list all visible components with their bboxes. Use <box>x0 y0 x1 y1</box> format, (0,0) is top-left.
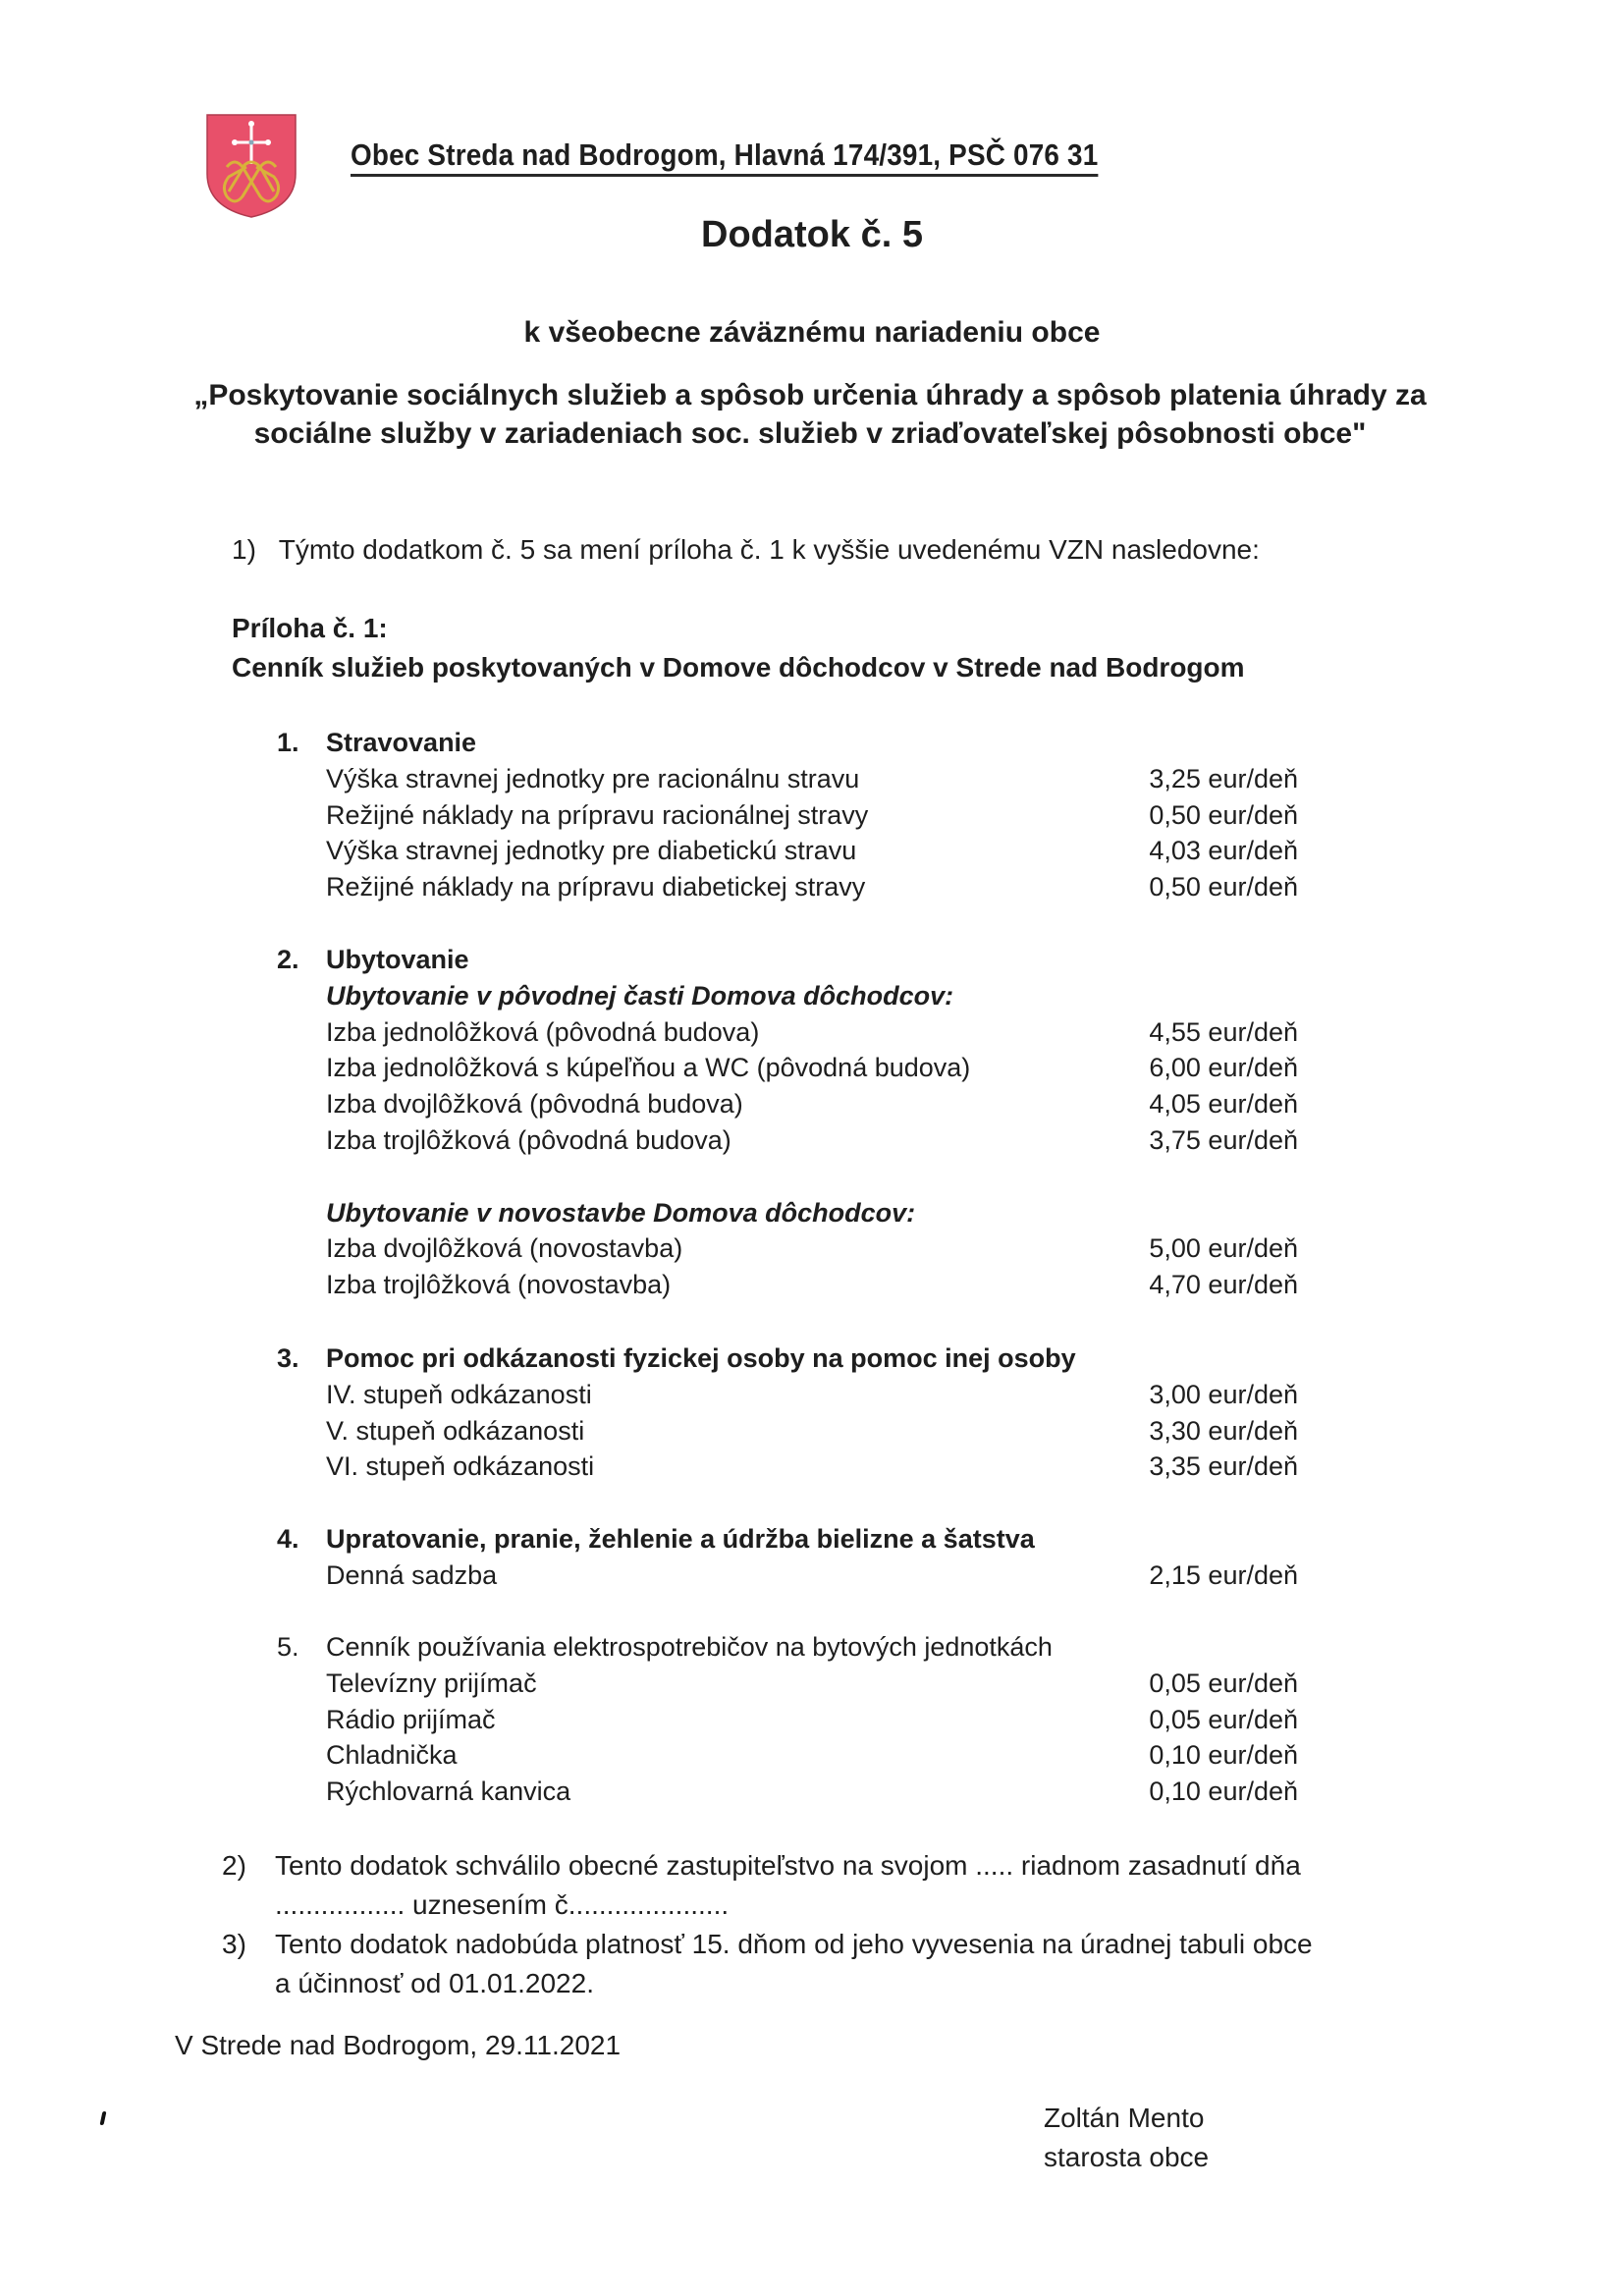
item-label: Režijné náklady na prípravu diabetickej stravy <box>326 872 866 902</box>
point-2 <box>222 1846 1430 1925</box>
point-2-line-1: Tento dodatok schválilo obecné zastupiteľstvo na svojom ..... riadnom zasadnutí dňa <box>275 1850 1301 1881</box>
signature-block <box>1044 2099 1209 2177</box>
item-price: 0,10 eur/deň <box>1149 1740 1298 1771</box>
item-price: 0,50 eur/deň <box>1149 799 1298 830</box>
scan-mark <box>100 2111 107 2125</box>
price-row <box>277 1267 1298 1303</box>
coat-of-arms-icon <box>205 113 298 219</box>
section-number: 5. <box>277 1632 299 1662</box>
point-3 <box>222 1925 1430 2003</box>
point-2-number: 2) <box>222 1850 246 1881</box>
price-row <box>277 1666 1298 1702</box>
item-price: 4,55 eur/deň <box>1149 1016 1298 1047</box>
price-row <box>277 1774 1298 1810</box>
price-row <box>277 1050 1298 1086</box>
item-label: Izba jednolôžková s kúpeľňou a WC (pôvodná budova) <box>326 1053 971 1083</box>
item-label: Televízny prijímač <box>326 1667 537 1698</box>
section-number: 3. <box>277 1343 299 1373</box>
price-row <box>277 1230 1298 1267</box>
section-heading <box>277 942 1298 978</box>
price-row <box>277 797 1298 834</box>
item-price: 3,35 eur/deň <box>1149 1451 1298 1482</box>
item-price: 0,10 eur/deň <box>1149 1777 1298 1807</box>
item-price: 3,75 eur/deň <box>1149 1124 1298 1155</box>
signatory-name: Zoltán Mento <box>1044 2103 1205 2133</box>
section-title: Cenník používania elektrospotrebičov na bytových jednotkách <box>326 1632 1053 1662</box>
section-number: 2. <box>277 945 299 974</box>
item-label: VI. stupeň odkázanosti <box>326 1451 595 1482</box>
section-heading <box>277 1629 1298 1666</box>
subgroup-title <box>277 978 1298 1014</box>
item-price: 0,50 eur/deň <box>1149 872 1298 902</box>
annex-title: Cenník služieb poskytovaných v Domove dôchodcov v Strede nad Bodrogom <box>232 652 1245 683</box>
price-row <box>277 1558 1298 1594</box>
annex-label: Príloha č. 1: <box>232 613 388 643</box>
closing-points <box>222 1846 1430 2003</box>
item-price: 4,03 eur/deň <box>1149 836 1298 866</box>
section-title: Stravovanie <box>326 728 477 757</box>
price-row <box>277 1737 1298 1774</box>
item-label: Izba trojlôžková (novostavba) <box>326 1270 672 1300</box>
price-row <box>277 1377 1298 1413</box>
item-label: Denná sadzba <box>326 1559 498 1590</box>
pricelist-section-4 <box>277 1521 1298 1594</box>
point-1-text: Týmto dodatkom č. 5 sa mení príloha č. 1 k vyššie uvedenému VZN nasledovne: <box>278 534 1260 565</box>
point-3-line-2: a účinnosť od 01.01.2022. <box>275 1968 594 1998</box>
item-price: 4,70 eur/deň <box>1149 1270 1298 1300</box>
subgroup-title <box>277 1195 1298 1231</box>
pricelist-section-3 <box>277 1340 1298 1485</box>
section-title: Pomoc pri odkázanosti fyzickej osoby na pomoc inej osoby <box>326 1343 1076 1373</box>
item-price: 0,05 eur/deň <box>1149 1704 1298 1734</box>
point-1-number: 1) <box>232 534 256 565</box>
item-label: V. stupeň odkázanosti <box>326 1415 585 1446</box>
price-row <box>277 833 1298 869</box>
letterhead-address: Obec Streda nad Bodrogom, Hlavná 174/391, PSČ 076 31 <box>351 137 1098 177</box>
price-row <box>277 761 1298 797</box>
item-price: 2,15 eur/deň <box>1149 1559 1298 1590</box>
point-2-line-2: ................. uznesením č..................... <box>275 1889 730 1920</box>
item-label: Izba trojlôžková (pôvodná budova) <box>326 1124 731 1155</box>
item-price: 3,00 eur/deň <box>1149 1379 1298 1409</box>
price-row <box>277 1086 1298 1122</box>
item-price: 3,25 eur/deň <box>1149 763 1298 793</box>
pricelist-section-5 <box>277 1629 1298 1810</box>
item-price: 3,30 eur/deň <box>1149 1415 1298 1446</box>
signatory-role: starosta obce <box>1044 2142 1210 2172</box>
section-title: Ubytovanie <box>326 945 469 974</box>
price-row <box>277 869 1298 905</box>
annex-heading <box>232 609 1245 687</box>
item-price: 0,05 eur/deň <box>1149 1667 1298 1698</box>
section-title: Upratovanie, pranie, žehlenie a údržba bielizne a šatstva <box>326 1524 1035 1554</box>
item-price: 6,00 eur/deň <box>1149 1053 1298 1083</box>
item-label: Režijné náklady na prípravu racionálnej stravy <box>326 799 869 830</box>
item-label: Rádio prijímač <box>326 1704 496 1734</box>
document-title: Dodatok č. 5 <box>701 214 923 255</box>
section-heading <box>277 1521 1298 1558</box>
item-label: Výška stravnej jednotky pre diabetickú stravu <box>326 836 857 866</box>
subgroup-title-text: Ubytovanie v pôvodnej časti Domova dôchodcov: <box>326 980 954 1011</box>
item-label: Výška stravnej jednotky pre racionálnu stravu <box>326 763 860 793</box>
pricelist-section-2 <box>277 942 1298 1303</box>
point-1 <box>232 534 1260 566</box>
item-price: 4,05 eur/deň <box>1149 1089 1298 1120</box>
price-row <box>277 1122 1298 1159</box>
price-row <box>277 1702 1298 1738</box>
point-3-line-1: Tento dodatok nadobúda platnosť 15. dňom od jeho vyvesenia na úradnej tabuli obce <box>275 1929 1313 1959</box>
pricelist-section-1 <box>277 725 1298 905</box>
item-price: 5,00 eur/deň <box>1149 1233 1298 1264</box>
subgroup-title-text: Ubytovanie v novostavbe Domova dôchodcov: <box>326 1197 916 1228</box>
section-heading <box>277 725 1298 761</box>
price-row <box>277 1449 1298 1485</box>
price-row <box>277 1014 1298 1051</box>
document-subtitle: k všeobecne záväznému nariadeniu obce <box>523 316 1101 349</box>
item-label: Izba dvojlôžková (novostavba) <box>326 1233 683 1264</box>
item-label: Izba jednolôžková (pôvodná budova) <box>326 1016 760 1047</box>
price-row <box>277 1413 1298 1449</box>
place-and-date: V Strede nad Bodrogom, 29.11.2021 <box>175 2030 622 2060</box>
item-label: Izba dvojlôžková (pôvodná budova) <box>326 1089 743 1120</box>
section-heading <box>277 1340 1298 1377</box>
item-label: Chladnička <box>326 1740 458 1771</box>
section-number: 1. <box>277 728 299 757</box>
item-label: Rýchlovarná kanvica <box>326 1777 571 1807</box>
regulation-name: „Poskytovanie sociálnych služieb a spôsob určenia úhrady a spôsob platenia úhrady za sociálne služby v zariadeniach soc. služieb v zriaďovateľskej pôsobnosti obce" <box>193 379 1427 450</box>
section-number: 4. <box>277 1524 299 1554</box>
point-3-number: 3) <box>222 1929 246 1959</box>
item-label: IV. stupeň odkázanosti <box>326 1379 592 1409</box>
